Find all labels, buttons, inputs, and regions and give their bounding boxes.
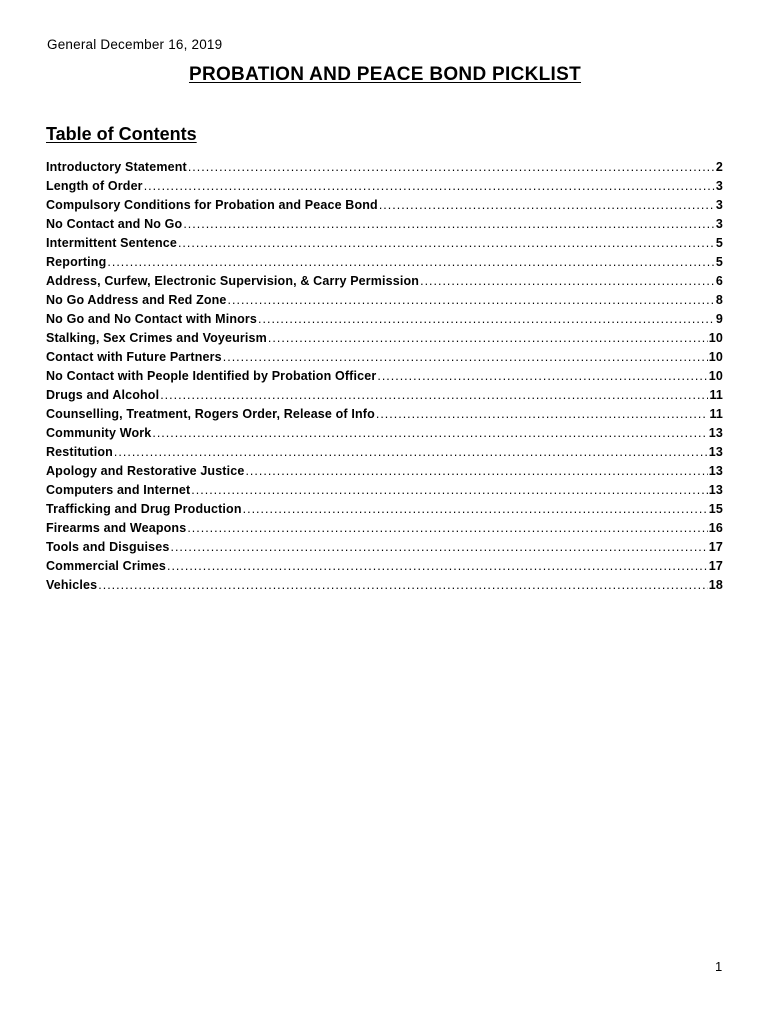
toc-entry-label: Tools and Disguises (46, 540, 170, 554)
toc-entry-page: 10 (708, 369, 723, 383)
toc-leader-dots (376, 407, 709, 421)
toc-entry[interactable] (46, 445, 723, 464)
toc-entry-label: Stalking, Sex Crimes and Voyeurism (46, 331, 267, 345)
toc-entry[interactable] (46, 483, 723, 502)
toc-entry-label: Reporting (46, 255, 107, 269)
toc-entry-label: Apology and Restorative Justice (46, 464, 245, 478)
toc-entry-page: 16 (708, 521, 723, 535)
toc-entry-label: Community Work (46, 426, 152, 440)
toc-entry[interactable] (46, 217, 723, 236)
toc-entry-page: 5 (715, 255, 723, 269)
toc-entry-page: 5 (715, 236, 723, 250)
toc-leader-dots (191, 483, 707, 497)
toc-leader-dots (170, 540, 707, 554)
toc-entry-label: Restitution (46, 445, 113, 459)
toc-entry-page: 10 (708, 350, 723, 364)
toc-leader-dots (98, 578, 708, 592)
toc-entry-page: 11 (709, 407, 723, 421)
toc-leader-dots (160, 388, 708, 402)
toc-entry-label: Compulsory Conditions for Probation and Peace Bond (46, 198, 378, 212)
toc-entry-label: Vehicles (46, 578, 98, 592)
toc-entry[interactable] (46, 293, 723, 312)
toc-entry[interactable] (46, 559, 723, 578)
toc-entry-label: Address, Curfew, Electronic Supervision, & Carry Permission (46, 274, 420, 288)
table-of-contents (46, 160, 723, 597)
toc-leader-dots (268, 331, 708, 345)
page-number: 1 (715, 959, 723, 974)
toc-entry-label: No Contact with People Identified by Probation Officer (46, 369, 377, 383)
toc-entry[interactable] (46, 236, 723, 255)
toc-entry-label: Drugs and Alcohol (46, 388, 160, 402)
toc-leader-dots (107, 255, 715, 269)
toc-entry-label: Commercial Crimes (46, 559, 166, 573)
toc-leader-dots (152, 426, 707, 440)
toc-entry-label: No Go Address and Red Zone (46, 293, 227, 307)
toc-entry-label: Contact with Future Partners (46, 350, 222, 364)
toc-entry-page: 13 (708, 426, 723, 440)
toc-entry-page: 13 (708, 483, 723, 497)
toc-heading: Table of Contents (46, 124, 197, 144)
toc-leader-dots (188, 160, 715, 174)
toc-leader-dots (183, 217, 715, 231)
toc-leader-dots (167, 559, 708, 573)
toc-leader-dots (228, 293, 715, 307)
toc-leader-dots (379, 198, 715, 212)
document-date: General December 16, 2019 (47, 37, 223, 52)
toc-entry[interactable] (46, 426, 723, 445)
toc-leader-dots (187, 521, 707, 535)
toc-entry[interactable] (46, 578, 723, 597)
toc-entry[interactable] (46, 160, 723, 179)
toc-entry-page: 11 (709, 388, 723, 402)
toc-leader-dots (243, 502, 708, 516)
toc-entry-label: Counselling, Treatment, Rogers Order, Release of Info (46, 407, 375, 421)
toc-entry[interactable] (46, 407, 723, 426)
toc-entry-label: Firearms and Weapons (46, 521, 187, 535)
toc-entry-page: 8 (715, 293, 723, 307)
toc-entry[interactable] (46, 350, 723, 369)
toc-leader-dots (114, 445, 708, 459)
toc-entry[interactable] (46, 331, 723, 350)
toc-leader-dots (245, 464, 707, 478)
toc-leader-dots (144, 179, 715, 193)
toc-leader-dots (420, 274, 715, 288)
toc-entry-label: Intermittent Sentence (46, 236, 177, 250)
document-title (0, 64, 770, 86)
toc-entry[interactable] (46, 388, 723, 407)
toc-entry-page: 3 (715, 217, 723, 231)
toc-entry-label: Trafficking and Drug Production (46, 502, 242, 516)
toc-entry[interactable] (46, 312, 723, 331)
toc-entry-page: 3 (715, 179, 723, 193)
toc-entry-label: Computers and Internet (46, 483, 191, 497)
toc-entry[interactable] (46, 464, 723, 483)
toc-entry-label: Introductory Statement (46, 160, 187, 174)
toc-entry[interactable] (46, 502, 723, 521)
toc-entry-label: Length of Order (46, 179, 143, 193)
toc-entry[interactable] (46, 255, 723, 274)
document-title-text: PROBATION AND PEACE BOND PICKLIST (188, 64, 582, 85)
toc-entry-page: 13 (708, 445, 723, 459)
toc-entry-page: 6 (715, 274, 723, 288)
toc-entry-page: 2 (715, 160, 723, 174)
toc-entry-page: 17 (708, 540, 723, 554)
toc-leader-dots (178, 236, 715, 250)
toc-entry-page: 3 (715, 198, 723, 212)
toc-entry[interactable] (46, 521, 723, 540)
toc-entry[interactable] (46, 179, 723, 198)
toc-entry-page: 13 (708, 464, 723, 478)
toc-leader-dots (258, 312, 715, 326)
toc-entry[interactable] (46, 274, 723, 293)
toc-entry[interactable] (46, 540, 723, 559)
toc-entry-page: 15 (708, 502, 723, 516)
toc-leader-dots (223, 350, 708, 364)
toc-leader-dots (377, 369, 707, 383)
toc-entry-page: 9 (715, 312, 723, 326)
toc-entry[interactable] (46, 198, 723, 217)
toc-entry-page: 18 (708, 578, 723, 592)
toc-entry[interactable] (46, 369, 723, 388)
toc-entry-page: 17 (708, 559, 723, 573)
toc-entry-page: 10 (708, 331, 723, 345)
toc-entry-label: No Contact and No Go (46, 217, 183, 231)
toc-entry-label: No Go and No Contact with Minors (46, 312, 258, 326)
